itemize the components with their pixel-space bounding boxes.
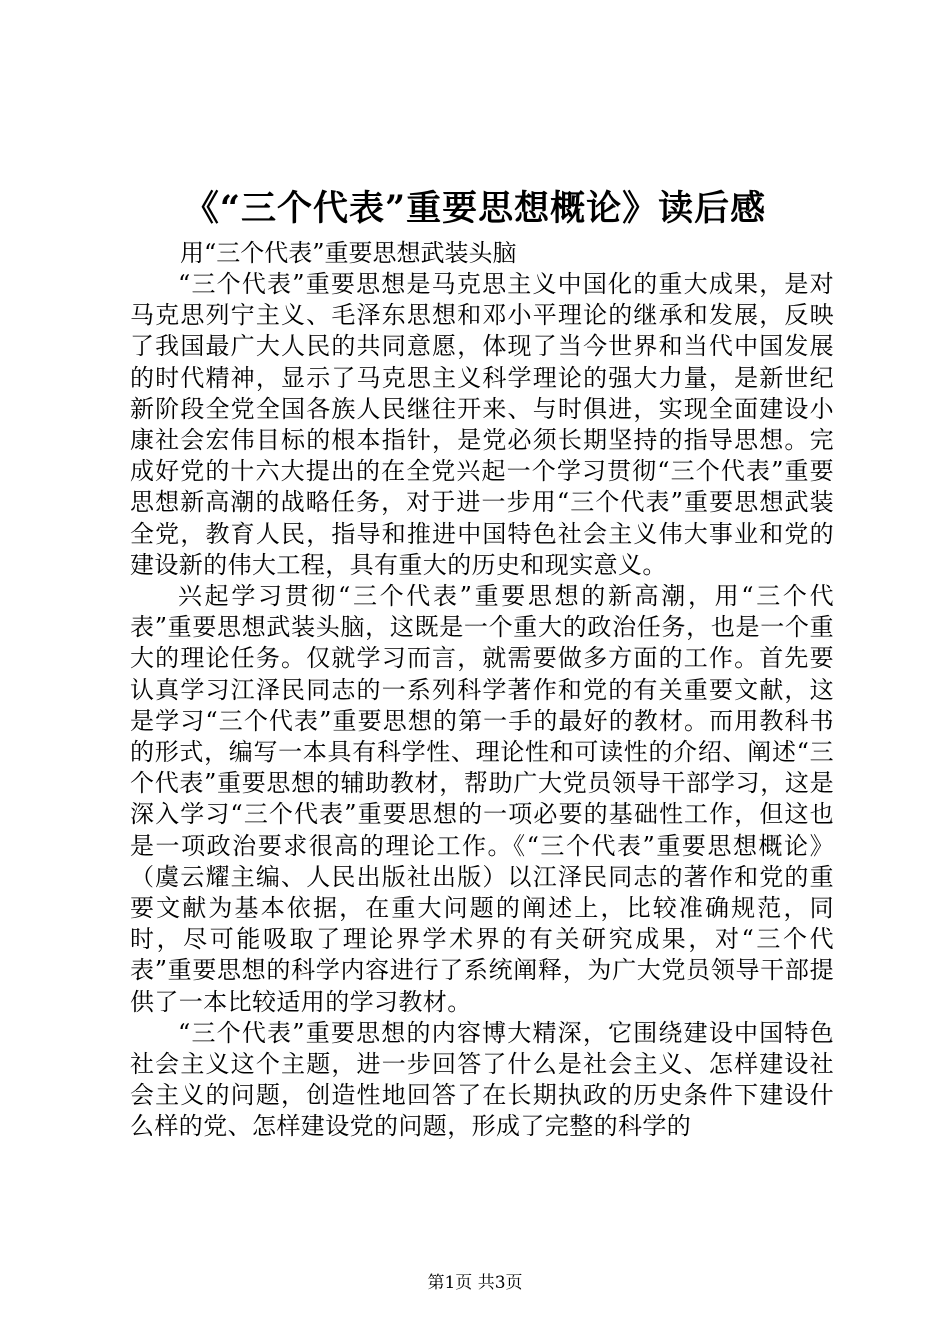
document-body [130,269,834,1143]
body-paragraph: 兴起学习贯彻“三个代表”重要思想的新高潮，用“三个代表”重要思想武装头脑，这既是一个重大的政治任务，也是一个重大的理论任务。仅就学习而言，就需要做多方面的工作。首先要认真学习江泽民同志的一系列科学著作和党的有关重要文献，这是学习“三个代表”重要思想的第一手的最好的教材。而用教科书的形式，编写一本具有科学性、理论性和可读性的介绍、阐述“三个代表”重要思想的辅助教材，帮助广大党员领导干部学习，这是深入学习“三个代表”重要思想的一项必要的基础性工作，但这也是一项政治要求很高的理论工作。《“三个代表”重要思想概论》（虞云耀主编、人民出版社出版）以江泽民同志的著作和党的重要文献为基本依据，在重大问题的阐述上，比较准确规范，同时，尽可能吸取了理论界学术界的有关研究成果，对“三个代表”重要思想的科学内容进行了系统阐释，为广大党员领导干部提供了一本比较适用的学习教材。 [130,582,834,1016]
document-title: 《“三个代表”重要思想概论》读后感 [183,188,767,229]
body-paragraph: “三个代表”重要思想是马克思主义中国化的重大成果，是对马克思列宁主义、毛泽东思想和邓小平理论的继承和发展，反映了我国最广大人民的共同意愿，体现了当今世界和当代中国发展的时代精神，显示了马克思主义科学理论的强大力量，是新世纪新阶段全党全国各族人民继往开来、与时俱进，实现全面建设小康社会宏伟目标的根本指针，是党必须长期坚持的指导思想。完成好党的十六大提出的在全党兴起一个学习贯彻“三个代表”重要思想新高潮的战略任务，对于进一步用“三个代表”重要思想武装全党，教育人民，指导和推进中国特色社会主义伟大事业和党的建设新的伟大工程，具有重大的历史和现实意义。 [130,270,834,579]
body-paragraph: “三个代表”重要思想的内容博大精深，它围绕建设中国特色社会主义这个主题，进一步回答了什么是社会主义、怎样建设社会主义的问题，创造性地回答了在长期执政的历史条件下建设什么样的党、怎样建设党的问题，形成了完整的科学的 [130,1018,834,1141]
page-footer: 第1页 共3页 [427,1273,523,1293]
document-subtitle: 用“三个代表”重要思想武装头脑 [180,239,517,267]
